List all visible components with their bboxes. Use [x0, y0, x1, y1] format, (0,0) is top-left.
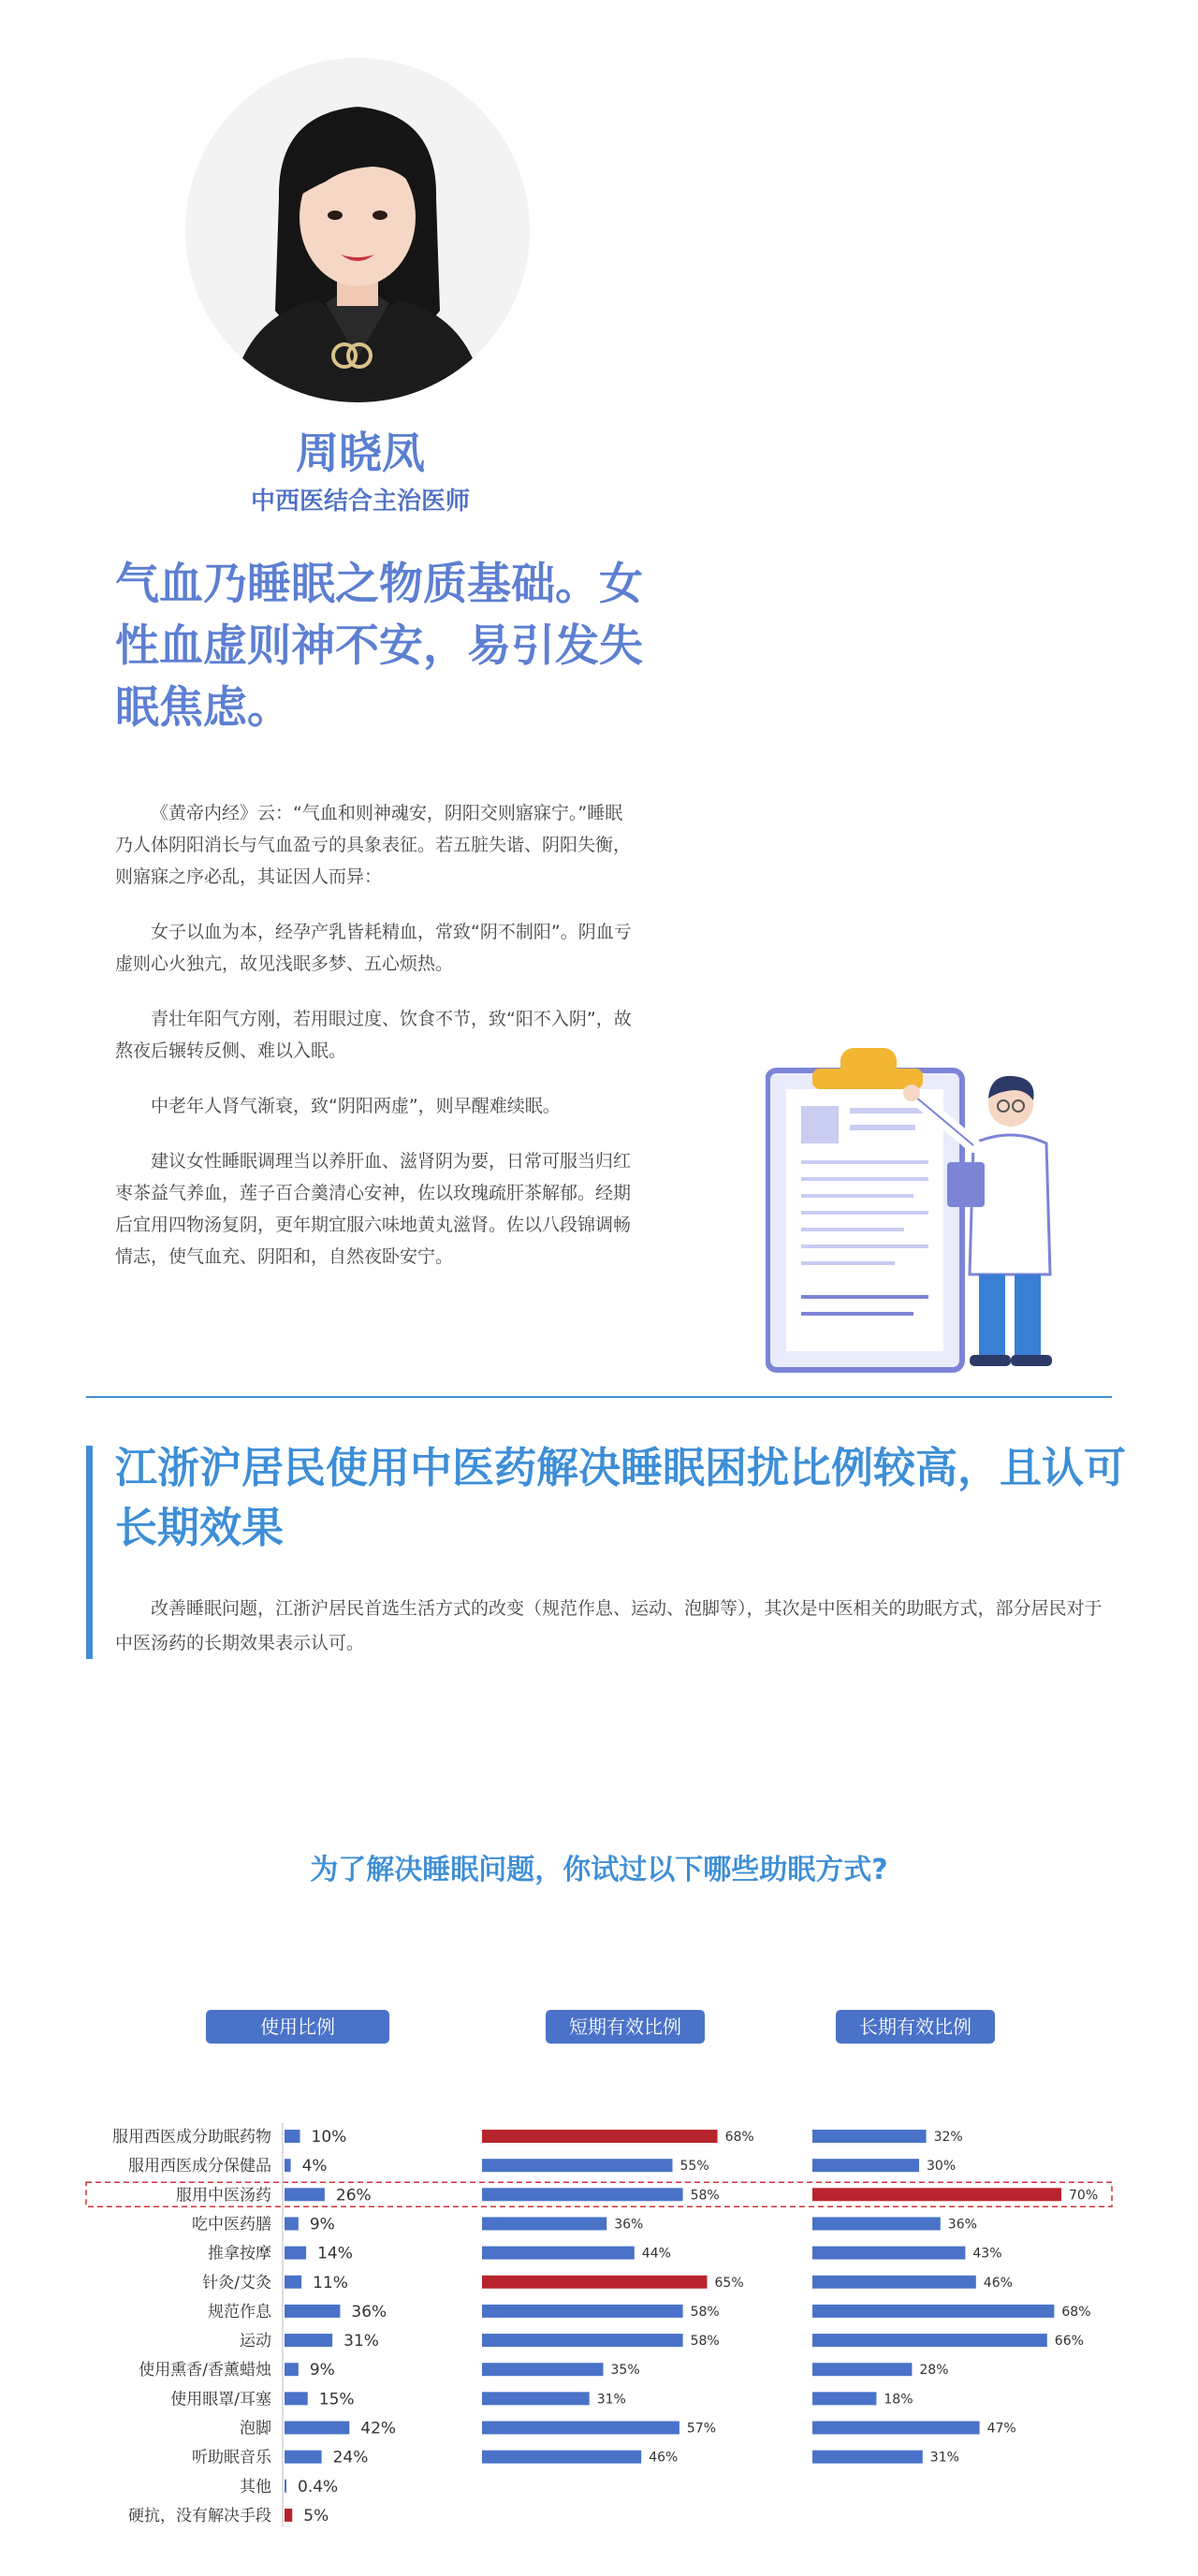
data-label: 57%	[686, 2421, 717, 2437]
data-label: 18%	[884, 2392, 913, 2408]
bar	[285, 2247, 306, 2260]
bar	[285, 2509, 292, 2522]
data-label: 42%	[360, 2419, 397, 2438]
data-label: 44%	[641, 2246, 671, 2262]
bar	[812, 2422, 980, 2435]
category-label: 规范作息	[208, 2302, 271, 2321]
data-label: 0.4%	[298, 2477, 339, 2496]
data-label: 58%	[690, 2334, 720, 2350]
paragraph: 中老年人肾气渐衰，致“阴阳两虚”，则早醒难续眠。	[151, 1096, 561, 1116]
bar	[285, 2392, 308, 2405]
bar	[285, 2217, 299, 2230]
category-label: 服用中医汤药	[176, 2186, 271, 2205]
data-label: 36%	[947, 2217, 977, 2233]
bar	[285, 2480, 286, 2493]
bar	[812, 2188, 1061, 2201]
bar	[482, 2247, 635, 2260]
paragraph: 女子以血为本，经孕产乳皆耗精血，常致“阴不制阳”。阴血亏虚则心火独亢，故见浅眠多梦、五心烦热。	[115, 922, 632, 974]
chart-title: 为了解决睡眠问题，你试过以下哪些助眠方式?	[310, 1854, 888, 1886]
paragraph: 建议女性睡眠调理当以养肝血、滋肾阴为要，日常可服当归红枣茶益气养血，莲子百合羹清心安神，佐以玫瑰疏肝茶解郁。经期后宜用四物汤复阴，更年期宜服六味地黄丸滋肾。佐以八段锦调畅情志，使气血充、阴阳和，自然夜卧安宁。	[115, 1151, 632, 1267]
data-label: 47%	[986, 2421, 1016, 2437]
data-label: 9%	[309, 2215, 335, 2234]
data-label: 58%	[690, 2188, 720, 2204]
data-label: 46%	[983, 2275, 1013, 2291]
bar	[285, 2363, 299, 2376]
data-label: 65%	[714, 2275, 744, 2291]
data-label: 26%	[335, 2186, 372, 2205]
bar	[482, 2451, 641, 2464]
bar	[812, 2451, 923, 2464]
bar	[812, 2217, 941, 2230]
data-label: 58%	[690, 2304, 720, 2320]
paragraph: 《黄帝内经》云：“气血和则神魂安，阴阳交则寤寐宁。”睡眠乃人体阴阳消长与气血盈亏的具象表征。若五脏失谐、阴阳失衡，则寤寐之序必乱，其证因人而异：	[115, 803, 632, 887]
paragraph: 青壮年阳气方刚，若用眼过度、饮食不节，致“阳不入阴”，故熬夜后辗转反侧、难以入眠。	[115, 1009, 632, 1061]
section-divider	[86, 1396, 1112, 1398]
category-label: 针灸/艾灸	[202, 2273, 271, 2292]
data-label: 30%	[927, 2159, 957, 2175]
data-label: 32%	[933, 2130, 963, 2145]
data-label: 31%	[596, 2392, 626, 2408]
category-label: 服用西医成分保健品	[128, 2157, 271, 2176]
bar	[482, 2159, 673, 2172]
bar	[285, 2130, 300, 2143]
bar	[285, 2276, 301, 2289]
section-accent-bar	[86, 1446, 93, 1659]
bar	[812, 2392, 876, 2405]
article-body	[115, 797, 639, 1296]
bar	[812, 2334, 1047, 2347]
data-label: 9%	[309, 2361, 335, 2380]
data-label: 55%	[679, 2159, 709, 2175]
bar	[812, 2276, 976, 2289]
data-label: 4%	[301, 2157, 328, 2176]
data-label: 24%	[332, 2448, 369, 2467]
data-label: 31%	[343, 2332, 379, 2351]
bar	[812, 2130, 927, 2143]
category-label: 听助眠音乐	[192, 2448, 271, 2467]
bar	[285, 2188, 325, 2201]
bar	[482, 2334, 683, 2347]
bar	[812, 2247, 965, 2260]
data-label: 68%	[1061, 2304, 1091, 2320]
data-label: 36%	[351, 2302, 387, 2321]
section-title: 江浙沪居民使用中医药解决睡眠困扰比例较高，且认可长期效果	[115, 1443, 1127, 1552]
bar	[285, 2451, 322, 2464]
bar	[482, 2217, 606, 2230]
bar	[812, 2159, 919, 2172]
bar	[482, 2276, 708, 2289]
doctor-portrait-icon	[185, 58, 530, 402]
data-label: 68%	[724, 2130, 754, 2145]
section-intro: 改善睡眠问题，江浙沪居民首选生活方式的改变（规范作息、运动、泡脚等），其次是中医相关的助眠方式，部分居民对于中医汤药的长期效果表示认可。	[115, 1598, 1103, 1653]
category-label: 其他	[240, 2477, 271, 2496]
series-header-label: 使用比例	[260, 2016, 335, 2038]
data-label: 28%	[919, 2363, 949, 2379]
bar	[285, 2305, 340, 2318]
bar	[285, 2334, 332, 2347]
doctor-name: 周晓凤	[296, 428, 425, 478]
data-label: 15%	[318, 2390, 355, 2409]
chart	[0, 2002, 1198, 2526]
data-label: 43%	[972, 2246, 1002, 2262]
data-label: 11%	[313, 2273, 348, 2292]
category-label: 硬抗，没有解决手段	[128, 2506, 271, 2525]
bar	[285, 2159, 291, 2172]
bar	[482, 2422, 679, 2435]
category-label: 吃中医药膳	[192, 2215, 271, 2234]
bar	[812, 2363, 912, 2376]
bar	[285, 2422, 349, 2435]
data-label: 35%	[610, 2363, 640, 2379]
bar	[482, 2305, 683, 2318]
bar	[812, 2305, 1054, 2318]
data-label: 31%	[929, 2450, 959, 2466]
category-label: 推拿按摩	[208, 2244, 271, 2263]
category-label: 服用西医成分助眠药物	[112, 2128, 271, 2147]
data-label: 70%	[1069, 2188, 1099, 2204]
data-label: 66%	[1054, 2334, 1084, 2350]
category-label: 使用眼罩/耳塞	[170, 2390, 271, 2409]
bar	[482, 2188, 683, 2201]
data-label: 10%	[311, 2128, 347, 2147]
headline: 气血乃睡眠之物质基础。女性血虚则神不安，易引发失眠焦虑。	[115, 559, 643, 734]
data-label: 5%	[303, 2506, 329, 2525]
avatar	[185, 58, 530, 402]
bar	[482, 2363, 604, 2376]
data-label: 36%	[614, 2217, 644, 2233]
bar	[482, 2130, 718, 2143]
series-header-label: 长期有效比例	[859, 2016, 972, 2038]
data-label: 14%	[317, 2244, 353, 2263]
data-label: 46%	[649, 2450, 679, 2466]
category-label: 泡脚	[240, 2419, 271, 2438]
category-label: 使用熏香/香薰蜡烛	[139, 2361, 271, 2380]
doctor-with-clipboard-icon	[766, 1041, 1074, 1377]
doctor-title: 中西医结合主治医师	[250, 488, 470, 516]
bar	[482, 2392, 590, 2405]
category-label: 运动	[240, 2332, 271, 2351]
series-header-label: 短期有效比例	[569, 2016, 681, 2038]
